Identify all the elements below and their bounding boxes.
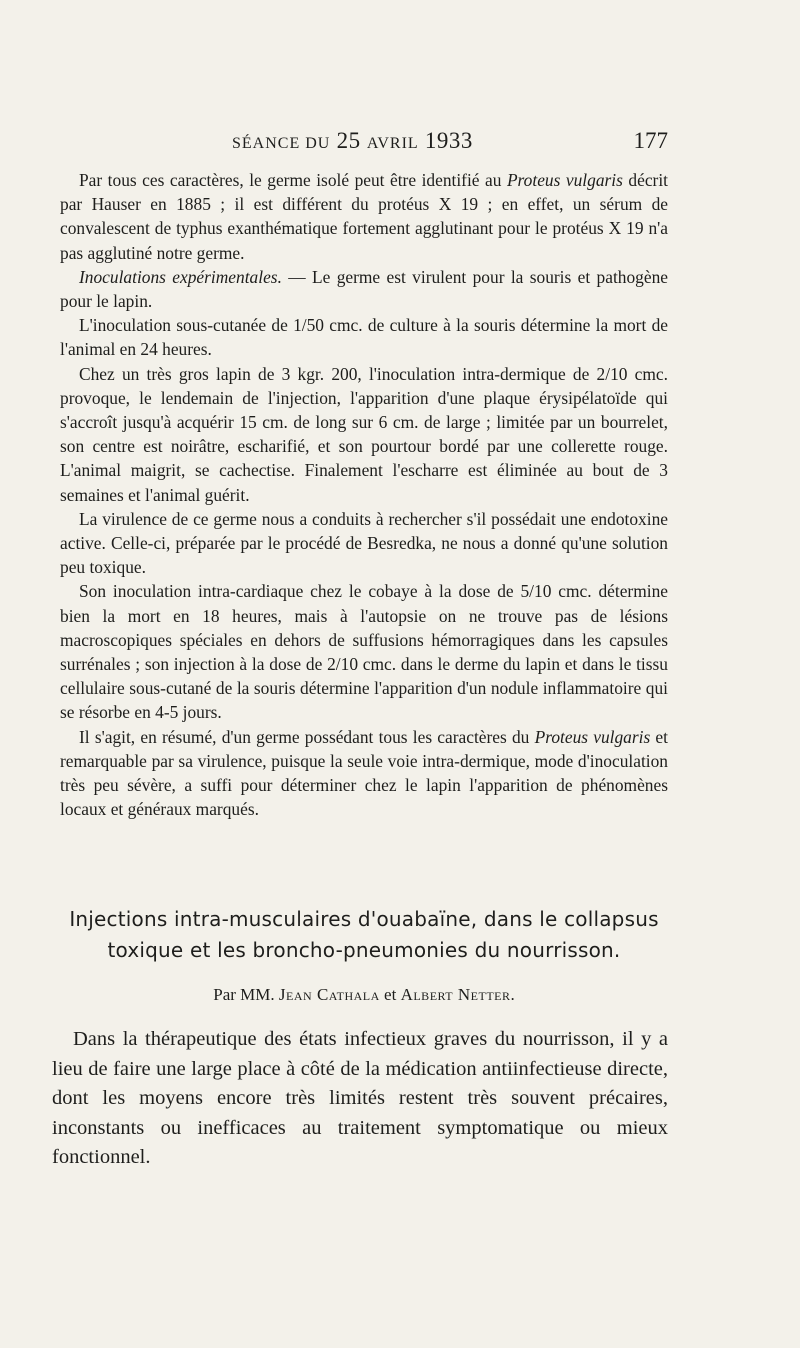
session-year: 1933: [424, 128, 473, 153]
byline: Par MM. Jean Cathala et Albert Netter.: [213, 985, 515, 1004]
running-title: [232, 128, 473, 154]
article-title-line-1: Injections intra-musculaires d'ouabaïne, dans le collapsus: [69, 907, 659, 931]
subheading: Inoculations expérimentales.: [79, 266, 282, 287]
author-name: Albert Netter: [400, 985, 511, 1004]
article-title-line-2: toxique et les broncho-pneumonies du nourrisson.: [107, 938, 621, 962]
paragraph: Il s'agit, en résumé, d'un germe possédant tous les caractères du Proteus vulgaris et remarquable par sa virulence, puisque la seule voie intra-dermique, mode d'inoculation très peu sévère, a suffi pour déterminer chez le lapin l'apparition de phénomènes locaux et généraux marqués.: [60, 726, 668, 820]
paragraph: La virulence de ce germe nous a conduits à rechercher s'il possédait une endotoxine active. Celle-ci, préparée par le procédé de Besredka, ne nous a donné qu'une solution peu toxique.: [60, 508, 668, 578]
article-body: [52, 1025, 668, 1173]
paragraph: Inoculations expérimentales. — Le germe est virulent pour la souris et pathogène pour le lapin.: [60, 266, 668, 312]
page-number: 177: [633, 128, 668, 153]
author-name: Jean Cathala: [278, 985, 380, 1004]
paragraph: L'inoculation sous-cutanée de 1/50 cmc. de culture à la souris détermine la mort de l'animal en 24 heures.: [60, 315, 668, 360]
paragraph: Dans la thérapeutique des états infectieux graves du nourrisson, il y a lieu de faire une large place à côté de la médication antiinfectieuse directe, dont les moyens encore très limités restent très souvent précaires, inconstants ou inefficaces au traitement symptomatique ou mieux fonctionnel.: [52, 1028, 668, 1169]
paragraph: Par tous ces caractères, le germe isolé peut être identifié au Proteus vulgaris décrit par Hauser en 1885 ; il est différent du protéus X 19 ; en effet, un sérum de convalescent de typhus exanthématique fortement agglutinant pour le protéus X 19 n'a pas agglutiné notre germe.: [60, 170, 668, 263]
session-day: 25: [336, 128, 361, 153]
previous-article-body: [60, 168, 668, 821]
article-title: [60, 904, 668, 966]
session-month: AVRIL: [366, 135, 419, 152]
paragraph: Chez un très gros lapin de 3 kgr. 200, l'inoculation intra-dermique de 2/10 cmc. provoque, le lendemain de l'injection, l'apparition d'une plaque érysipélatoïde qui s'accroît jusqu'à acquérir 15 cm. de long sur 6 cm. de large ; limitée par un bourrelet, son centre est noirâtre, escharifié, et son pourtour bordé par une collerette rouge. L'animal maigrit, se cachectise. Finalement l'escharre est éliminée au bout de 3 semaines et l'animal guérit.: [60, 363, 668, 505]
paragraph: Son inoculation intra-cardiaque chez le cobaye à la dose de 5/10 cmc. détermine bien la mort en 18 heures, mais à l'autopsie on ne trouve pas de lésions macroscopiques spéciales en dehors de suffusions hémorragiques dans les capsules surrénales ; son injection à la dose de 2/10 cmc. dans le derme du lapin et dans le tissu cellulaire sous-cutané de la souris détermine l'apparition d'un nodule inflammatoire qui se résorbe en 4-5 jours.: [60, 581, 668, 723]
running-prefix: SÉANCE DU: [232, 135, 331, 152]
running-header: [60, 128, 668, 158]
